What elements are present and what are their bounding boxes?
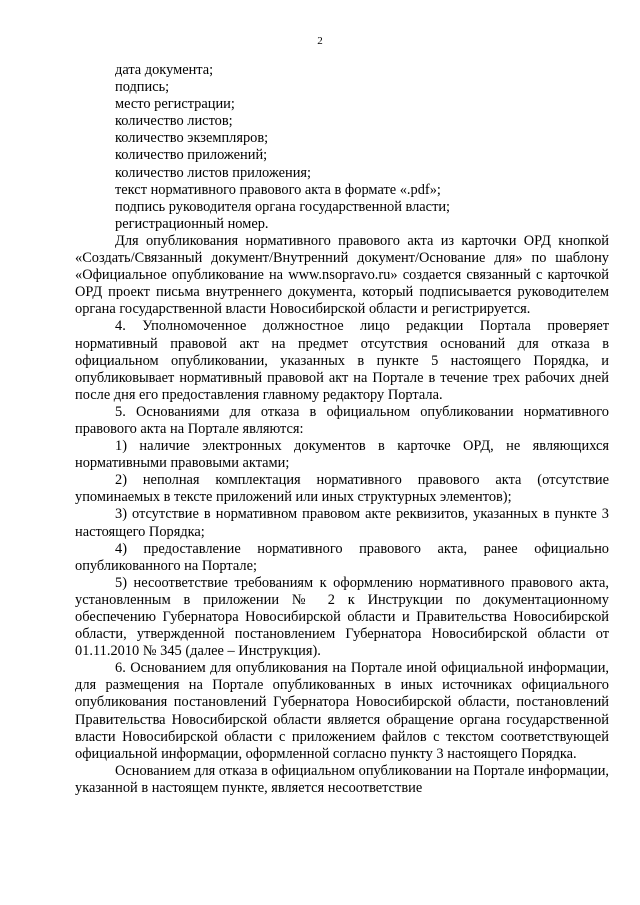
paragraph-item-5-5: 5) несоответствие требованиям к оформлению нормативного правового акта, установленным в приложении № 2 к Инструкции по документационному обеспечению Губернатора Новосибирской области и Правительства Новосибирской области, утвержденной постановлением Губернатора Новосибирской области от 01.11.2010 № 345 (далее – Инструкция). [75,574,609,660]
paragraph-item-5-1: 1) наличие электронных документов в карточке ОРД, не являющихся нормативными правовыми актами; [75,438,609,472]
requisite-item: место регистрации; [115,96,235,113]
page-number: 2 [317,35,323,47]
requisite-item: количество приложений; [115,147,268,164]
requisite-item: количество листов приложения; [115,164,312,181]
requisite-item: количество экземпляров; [115,130,269,147]
paragraph-item-5-2: 2) неполная комплектация нормативного правового акта (отсутствие упоминаемых в тексте приложений или иных структурных элементов); [75,472,609,506]
paragraph-refusal-grounds: Основанием для отказа в официальном опубликовании на Портале информации, указанной в настоящем пункте, является несоответствие [75,762,609,796]
paragraph-item-6: 6. Основанием для опубликования на Портале иной официальной информации, для размещения на Портале опубликованных в иных источниках официального опубликования постановлений Губернатора Новосибирской области, постановлений Правительства Новосибирской области является обращение органа государственной власти Новосибирской области с приложением файлов с текстом соответствующей официальной информации, оформленной согласно пункту 3 настоящего Порядка. [75,660,609,762]
requisites-list [75,62,609,233]
requisite-item: регистрационный номер. [115,215,269,232]
paragraph-item-5-4: 4) предоставление нормативного правового акта, ранее официально опубликованного на Портале; [75,540,609,574]
paragraph-item-5: 5. Основаниями для отказа в официальном опубликовании нормативного правового акта на Портале являются: [75,403,609,437]
requisite-item: подпись руководителя органа государственной власти; [115,198,451,215]
paragraph-publication-procedure: Для опубликования нормативного правового акта из карточки ОРД кнопкой «Создать/Связанный документ/Внутренний документ/Основание для» по шаблону «Официальное опубликование на www.nsopravo.ru» создается связанный с карточкой ОРД проект письма внутреннего документа, который подписывается руководителем органа государственной власти Новосибирской области и регистрируется. [75,232,609,318]
document-body [75,62,609,797]
requisite-item: дата документа; [115,62,214,78]
paragraph-item-4: 4. Уполномоченное должностное лицо редакции Портала проверяет нормативный правовой акт на предмет отсутствия оснований для отказа в официальном опубликовании, указанных в пункте 5 настоящего Порядка, и опубликовывает нормативный правовой акт на Портале в течение трех рабочих дней после дня его предоставления главному редактору Портала. [75,318,609,403]
requisite-item: текст нормативного правового акта в формате «.pdf»; [115,181,441,198]
paragraph-item-5-3: 3) отсутствие в нормативном правовом акте реквизитов, указанных в пункте 3 настоящего Порядка; [75,506,609,540]
requisite-item: подпись; [115,79,170,96]
requisite-item: количество листов; [115,113,233,130]
